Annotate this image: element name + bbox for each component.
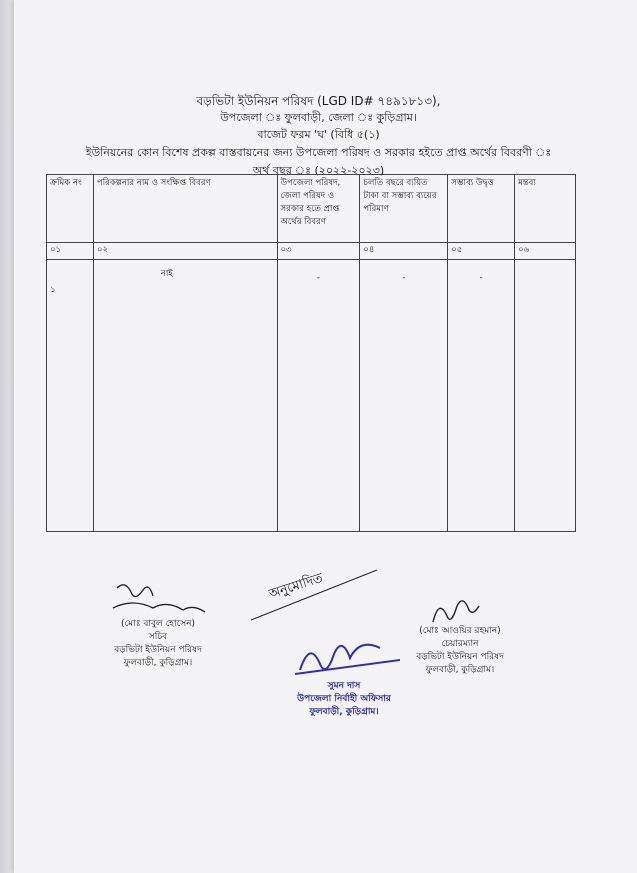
col-number: ০৬ — [515, 243, 576, 260]
col-header-plan: পরিকল্পনার নাম ও সংক্ষিপ্ত বিবরণ — [93, 175, 277, 243]
col-number: ০৪ — [360, 243, 448, 260]
remarks-cell — [515, 260, 576, 532]
col-header-serial: ক্রমিক নং — [47, 175, 94, 243]
chairman-block — [400, 625, 520, 677]
uno-title: উপজেলা নির্বাহী অফিসার — [297, 694, 391, 704]
approved-stamp-text: অনুমোদিত — [267, 570, 325, 603]
col-number: ০২ — [93, 243, 277, 260]
budget-table — [46, 174, 576, 532]
plan-cell: নাই — [93, 260, 277, 532]
col-header-remarks: মন্তব্য — [515, 175, 576, 243]
uno-place: ফুলবাড়ী, কুড়িগ্রাম। — [309, 707, 379, 717]
col-number: ০১ — [47, 243, 94, 260]
secretary-name: (মোঃ বাবুল হোসেন) — [120, 619, 196, 629]
chairman-place: ফুলবাড়ী, কুড়িগ্রাম। — [425, 665, 495, 675]
uno-name: সুমন দাস — [327, 681, 361, 691]
col-header-spent: চলতি বছরে ব্যয়িত টাকা বা সম্ভাব্য ব্যয়ের পরিমাণ — [360, 175, 448, 243]
col-number: ০৫ — [448, 243, 515, 260]
secretary-block — [88, 618, 228, 670]
serial-cell: ১ — [47, 260, 94, 532]
chairman-org: বড়ভিটা ইউনিয়ন পরিষদ — [416, 652, 504, 662]
form-title: বাজেট ফরম 'ঘ' (বিধি ৫(১) — [257, 128, 380, 141]
table-row — [47, 260, 576, 532]
chairman-name: (মোঃ আওয়ির রহমান) — [419, 626, 501, 636]
statement-title: ইউনিয়নের কোন বিশেষ প্রকল্প বাস্তবায়নের জন্য উপজেলা পরিষদ ও সরকার হইতে প্রাপ্ত অর্থের বিবরণী ঃ — [85, 146, 552, 159]
union-title: বড়ভিটা ইউনিয়ন পরিষদ (LGD ID# ৭৪৯১৮১৩), — [196, 94, 441, 108]
surplus-cell: - — [448, 260, 515, 532]
uno-stamp — [284, 680, 404, 719]
received-cell: - — [277, 260, 360, 532]
secretary-org: বড়ভিটা ইউনিয়ন পরিষদ — [114, 645, 202, 655]
column-number-row — [47, 243, 576, 260]
col-number: ০৩ — [277, 243, 360, 260]
location-line: উপজেলা ঃ ফুলবাড়ী, জেলা ঃ কুড়িগ্রাম। — [220, 111, 417, 124]
chairman-title: চেয়ারম্যান — [441, 639, 479, 649]
secretary-place: ফুলবাড়ী, কুড়িগ্রাম। — [123, 658, 193, 668]
col-header-surplus: সম্ভাব্য উদ্বৃত্ত — [448, 175, 515, 243]
secretary-signature — [105, 578, 215, 623]
secretary-title: সচিব — [148, 632, 168, 642]
uno-signature — [290, 630, 410, 680]
fiscal-year: অর্থ বছর ঃ (২০২২-২০২৩) — [252, 164, 385, 177]
table-header-row — [47, 175, 576, 243]
col-header-received: উপজেলা পরিষদ, জেলা পরিষদ ও সরকার হতে প্রাপ্ত অর্থের বিবরণ — [277, 175, 360, 243]
spent-cell: - — [360, 260, 448, 532]
